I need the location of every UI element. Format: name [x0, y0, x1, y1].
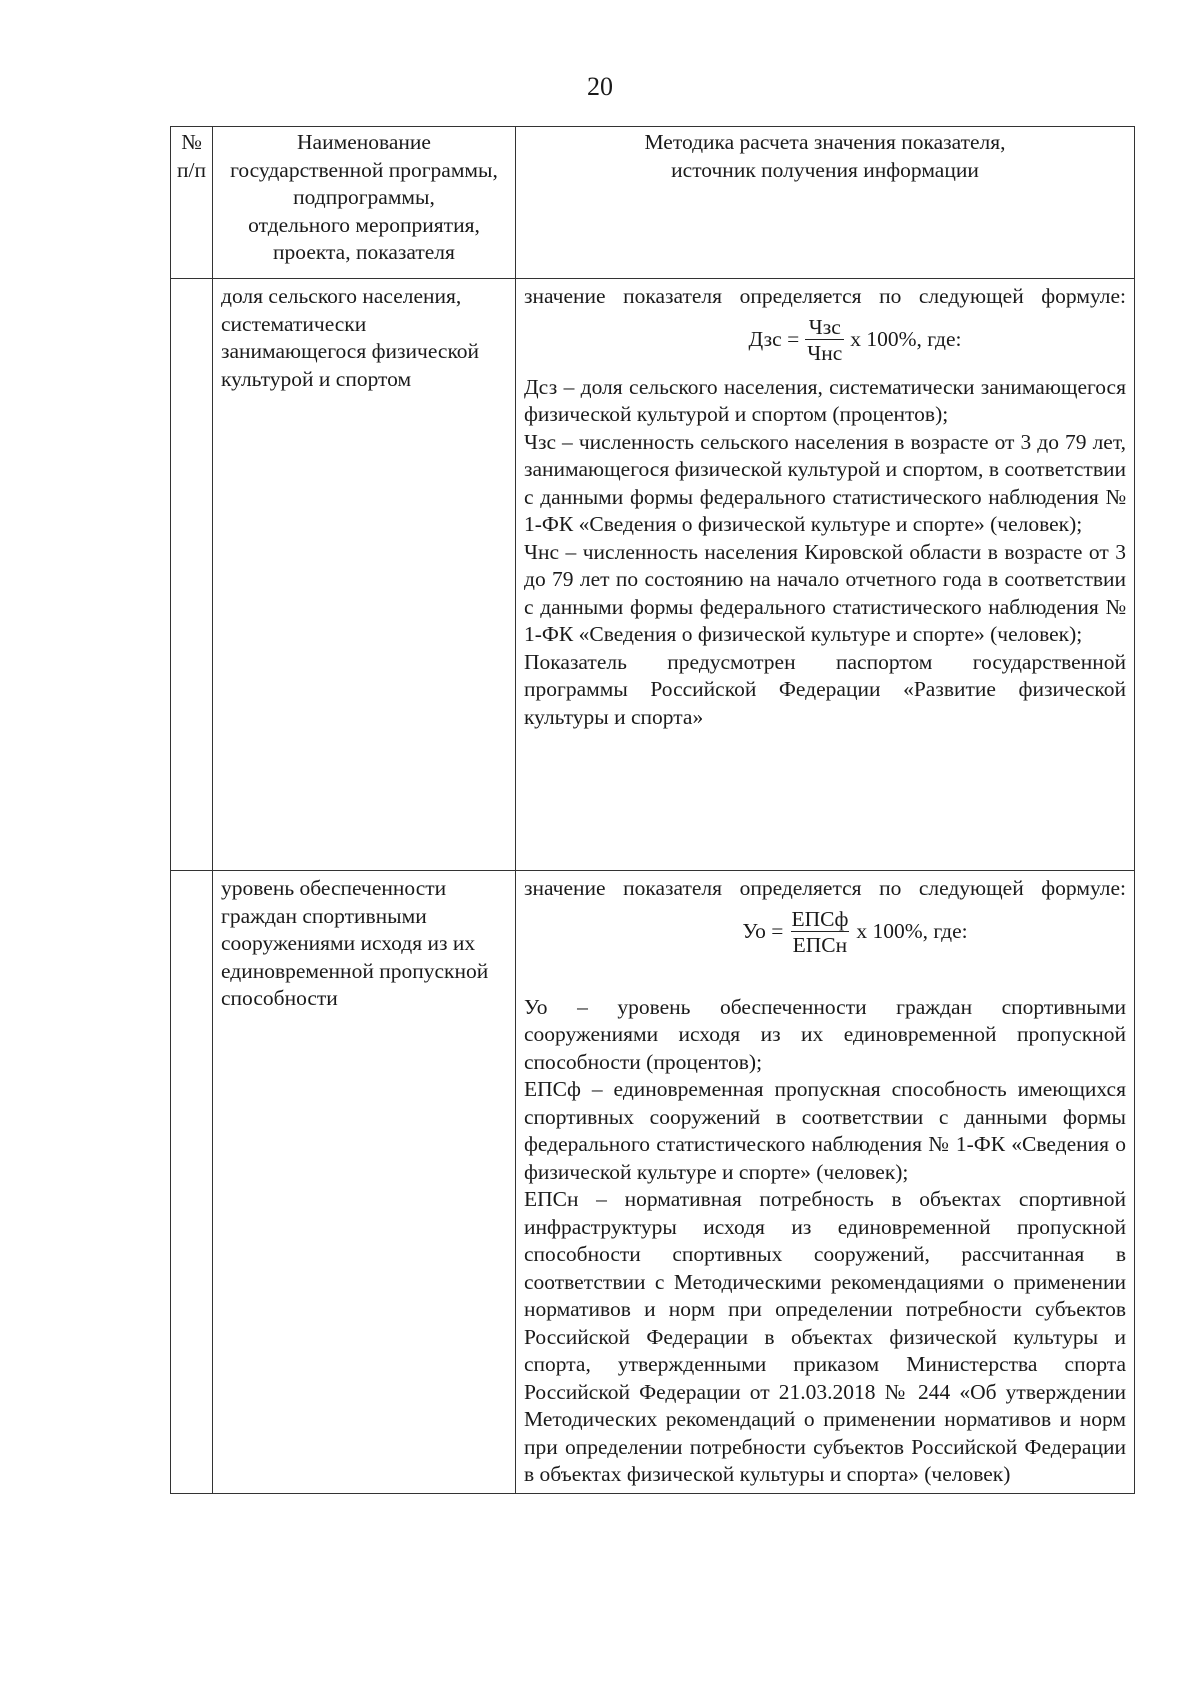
method-paragraph: Дсз – доля сельского населения, систематически занимающегося физической культурой и спортом (процентов); [524, 374, 1126, 426]
method-intro: значение показателя определяется по следующей формуле: [524, 876, 1126, 900]
formula-fraction [805, 315, 844, 366]
spacer [524, 966, 1126, 994]
formula-rhs: х 100%, где: [850, 327, 962, 352]
formula-numerator: Чзс [808, 314, 841, 339]
method-paragraph: Чнс – численность населения Кировской области в возрасте от 3 до 79 лет по состоянию на начало отчетного года в соответствии с данными формы федерального статистического наблюдения № 1-ФК «Сведения о физической культуре и спорте» (человек); [524, 539, 1126, 646]
header-number-line: п/п [177, 157, 206, 182]
header-name [213, 127, 516, 279]
row-number-cell [171, 279, 213, 871]
indicator-name: уровень обеспеченности граждан спортивными сооружениями исходя из их единовременной пропускной способности [213, 871, 516, 1494]
table-header-row [171, 127, 1135, 279]
header-method-line: источник получения информации [671, 157, 979, 182]
formula-numerator: ЕПСф [791, 906, 849, 931]
formula [584, 907, 1126, 958]
method-intro: значение показателя определяется по следующей формуле: [524, 284, 1126, 308]
page-number: 20 [587, 72, 613, 101]
header-method-line: Методика расчета значения показателя, [644, 130, 1006, 154]
row-number-cell [171, 871, 213, 1494]
formula-lhs: Уо = [742, 919, 784, 944]
method-paragraph: Уо – уровень обеспеченности граждан спортивными сооружениями исходя из их единовременной пропускной способности (процентов); [524, 994, 1126, 1074]
formula-lhs: Дзс = [748, 327, 800, 352]
formula-rhs: х 100%, где: [856, 919, 968, 944]
formula [584, 315, 1126, 366]
formula-denominator: ЕПСн [792, 932, 848, 957]
table-row [171, 871, 1135, 1494]
header-name-line: подпрограммы, [293, 185, 435, 209]
header-number-line: № [181, 130, 202, 154]
header-method [516, 127, 1135, 279]
header-name-line: Наименование [297, 130, 431, 154]
table-row [171, 279, 1135, 871]
formula-fraction [789, 907, 850, 958]
formula-denominator: Чнс [807, 340, 843, 365]
indicator-table [170, 126, 1135, 1494]
method-cell [516, 871, 1135, 1494]
header-name-line: государственной программы, [230, 157, 498, 182]
method-paragraph: Чзс – численность сельского населения в возрасте от 3 до 79 лет, занимающегося физической культурой и спортом, в соответствии с данными формы федерального статистического наблюдения № 1-ФК «Сведения о физической культуре и спорте» (человек); [524, 429, 1126, 536]
header-name-line: отдельного мероприятия, [248, 212, 480, 237]
method-cell [516, 279, 1135, 871]
method-paragraph: ЕПСф – единовременная пропускная способность имеющихся спортивных сооружений в соответствии с данными формы федерального статистического наблюдения № 1-ФК «Сведения о физической культуре и спорте» (человек); [524, 1077, 1126, 1184]
header-number [171, 127, 213, 279]
header-name-line: проекта, показателя [273, 240, 455, 264]
indicator-name: доля сельского населения, систематически занимающегося физической культурой и спортом [213, 279, 516, 871]
method-paragraph: ЕПСн – нормативная потребность в объектах спортивной инфраструктуры исходя из единовременной пропускной способности спортивных сооружений, рассчитанная в соответствии с Методическими рекомендациями о применении нормативов и норм при определении потребности субъектов Российской Федерации в объектах физической культуры и спорта, утвержденными приказом Министерства спорта Российской Федерации от 21.03.2018 № 244 «Об утверждении Методических рекомендаций о применении нормативов и норм при определении потребности субъектов Российской Федерации в объектах физической культуры и спорта» (человек) [524, 1187, 1126, 1486]
method-paragraph: Показатель предусмотрен паспортом государственной программы Российской Федерации «Развитие физической культуры и спорта» [524, 649, 1126, 729]
